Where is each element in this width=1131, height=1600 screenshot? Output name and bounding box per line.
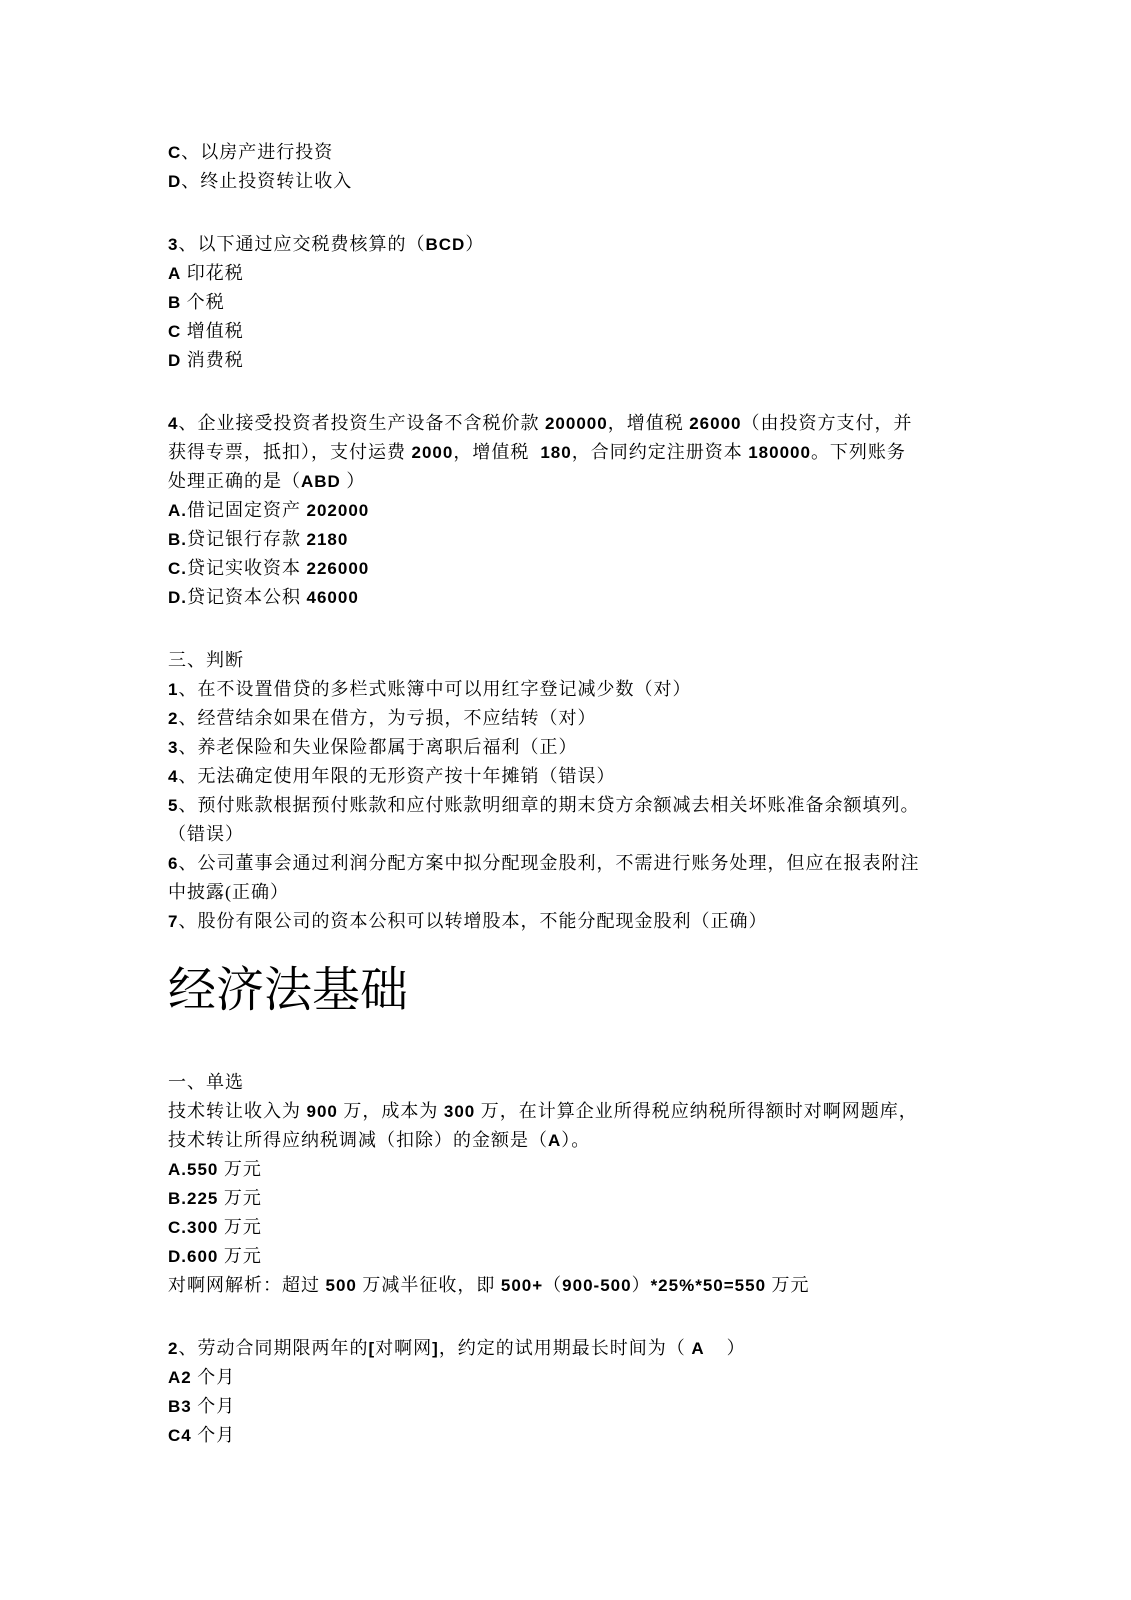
text-line	[168, 878, 998, 907]
text-run: 万元	[218, 1159, 262, 1179]
text-run: （错误）	[168, 824, 244, 844]
text-line	[168, 467, 998, 496]
text-run: 万元	[218, 1217, 262, 1237]
text-line	[168, 167, 998, 196]
text-run: 消费税	[181, 350, 244, 370]
text-line	[168, 525, 998, 554]
bold-text-run: ABD	[301, 472, 341, 491]
text-run: 对啊网	[375, 1338, 433, 1358]
text-run: 、无法确定使用年限的无形资产按十年摊销（错误）	[178, 766, 616, 786]
bold-text-run: A.	[168, 501, 187, 520]
text-run: 、公司董事会通过利润分配方案中拟分配现金股利，不需进行账务处理，但应在报表附注	[178, 853, 920, 873]
bold-text-run: B.	[168, 530, 187, 549]
bold-text-run: 200000	[544, 414, 608, 433]
bold-text-run: 3	[168, 738, 179, 757]
bold-text-run: BCD	[425, 235, 466, 254]
blank-line	[168, 612, 998, 646]
text-run: 对啊网解析：超过	[168, 1275, 326, 1295]
text-line	[168, 1421, 998, 1450]
text-run: 、终止投资转让收入	[181, 171, 353, 191]
text-run: 中披露(正确）	[168, 882, 289, 902]
text-run: ）	[340, 471, 366, 491]
bold-text-run: D	[168, 172, 182, 191]
text-run: 处理正确的是（	[168, 471, 301, 491]
text-run: 一、单选	[168, 1072, 244, 1092]
text-run: 万减半征收，即	[356, 1275, 501, 1295]
text-line	[168, 791, 998, 820]
bold-text-run: C4	[168, 1426, 192, 1445]
text-line	[168, 583, 998, 612]
blank-line	[168, 375, 998, 409]
text-line	[168, 346, 998, 375]
text-run: 三、判断	[168, 650, 244, 670]
bold-text-run: 46000	[306, 588, 359, 607]
text-line	[168, 762, 998, 791]
text-line	[168, 1334, 998, 1363]
text-run: 、以房产进行投资	[181, 142, 334, 162]
bold-text-run: 2	[168, 709, 179, 728]
text-line	[168, 230, 998, 259]
text-run: 技术转让收入为	[168, 1101, 307, 1121]
text-run: ）	[704, 1338, 746, 1358]
text-line	[168, 1392, 998, 1421]
text-run: 贷记资本公积	[187, 587, 307, 607]
text-run: 个月	[191, 1425, 236, 1445]
text-run: 增值税	[181, 321, 244, 341]
bold-text-run: 900-500	[562, 1276, 632, 1295]
bold-text-run: 180000	[748, 443, 811, 462]
text-run: 个税	[181, 292, 225, 312]
bold-text-run: 180	[540, 443, 572, 462]
bold-text-run: D	[168, 351, 182, 370]
text-run: 万元	[218, 1188, 262, 1208]
text-run: 、养老保险和失业保险都属于离职后福利（正）	[178, 737, 578, 757]
bold-text-run: C.	[168, 559, 187, 578]
bold-text-run: 2000	[411, 443, 454, 462]
bold-text-run: 500+	[500, 1276, 544, 1295]
text-run: 、企业接受投资者投资生产设备不含税价款	[178, 413, 545, 433]
text-line	[168, 554, 998, 583]
bold-text-run: 2180	[306, 530, 349, 549]
text-run: 、在不设置借贷的多栏式账簿中可以用红字登记减少数（对）	[178, 679, 692, 699]
text-run: 、劳动合同期限两年的	[178, 1338, 369, 1358]
text-line	[168, 1155, 998, 1184]
bold-text-run: 6	[168, 854, 179, 873]
text-line	[168, 1184, 998, 1213]
text-line	[168, 438, 998, 467]
text-line	[168, 138, 998, 167]
bold-text-run: [	[368, 1339, 376, 1358]
text-line	[168, 496, 998, 525]
bold-text-run: 2	[168, 1339, 179, 1358]
text-run: 贷记银行存款	[187, 529, 307, 549]
text-line	[168, 317, 998, 346]
text-line	[168, 288, 998, 317]
bold-text-run: 202000	[306, 501, 370, 520]
text-run: 个月	[191, 1396, 236, 1416]
text-line	[168, 1126, 998, 1155]
text-run: 技术转让所得应纳税调减（扣除）的金额是（	[168, 1130, 548, 1150]
text-line	[168, 675, 998, 704]
bold-text-run: ]	[432, 1339, 439, 1358]
text-run: ）	[465, 234, 485, 254]
text-run: 、经营结余如果在借方，为亏损，不应结转（对）	[178, 708, 597, 728]
text-run: 印花税	[181, 263, 244, 283]
text-run: ）	[631, 1275, 651, 1295]
bold-text-run: C.300	[168, 1218, 219, 1237]
blank-line	[168, 1300, 998, 1334]
bold-text-run: 4	[168, 414, 179, 433]
text-run: ，合同约定注册资本	[571, 442, 749, 462]
bold-text-run: 300	[443, 1102, 476, 1121]
bold-text-run: A2	[168, 1368, 192, 1387]
text-run: ）。	[561, 1130, 591, 1150]
text-run: 经济法基础	[168, 964, 409, 1017]
text-line	[168, 646, 998, 675]
bold-text-run: B3	[168, 1397, 192, 1416]
text-line	[168, 1363, 998, 1392]
text-run: 、股份有限公司的资本公积可以转增股本，不能分配现金股利（正确）	[178, 911, 768, 931]
bold-text-run: 1	[168, 680, 179, 699]
text-line	[168, 1097, 998, 1126]
bold-text-run: A	[548, 1131, 562, 1150]
blank-line	[168, 196, 998, 230]
text-run: 万，在计算企业所得税应纳税所得额时对啊网题库，	[475, 1101, 918, 1121]
bold-text-run: C	[168, 322, 182, 341]
text-line	[168, 1213, 998, 1242]
document-content	[168, 138, 998, 1450]
text-run: 、预付账款根据预付账款和应付账款明细章的期末贷方余额减去相关坏账准备余额填列。	[178, 795, 920, 815]
bold-text-run: 7	[168, 912, 179, 931]
bold-text-run: 226000	[306, 559, 370, 578]
text-run: 贷记实收资本	[187, 558, 307, 578]
text-line	[168, 907, 998, 936]
bold-text-run: A	[691, 1339, 705, 1358]
text-run: 万元	[766, 1275, 810, 1295]
bold-text-run: B	[168, 293, 182, 312]
text-line	[168, 849, 998, 878]
text-run: 个月	[191, 1367, 236, 1387]
text-run: 万，成本为	[337, 1101, 444, 1121]
bold-text-run: 26000	[689, 414, 742, 433]
bold-text-run: 4	[168, 767, 179, 786]
text-line	[168, 733, 998, 762]
bold-text-run: *25%*50=550	[650, 1276, 767, 1295]
bold-text-run: C	[168, 143, 182, 162]
bold-text-run: 900	[306, 1102, 338, 1121]
text-line	[168, 259, 998, 288]
text-run: 获得专票，抵扣），支付运费	[168, 442, 412, 462]
bold-text-run: 5	[168, 796, 179, 815]
text-run: 。下列账务	[810, 442, 906, 462]
bold-text-run: D.	[168, 588, 187, 607]
section-heading	[168, 960, 998, 1022]
text-run: ，增值税	[453, 442, 541, 462]
text-line	[168, 409, 998, 438]
bold-text-run: D.600	[168, 1247, 219, 1266]
text-line	[168, 704, 998, 733]
text-run: 、以下通过应交税费核算的（	[178, 234, 426, 254]
bold-text-run: 3	[168, 235, 179, 254]
text-line	[168, 1068, 998, 1097]
text-run: 借记固定资产	[187, 500, 307, 520]
bold-text-run: 500	[325, 1276, 357, 1295]
text-run: 万元	[218, 1246, 262, 1266]
bold-text-run: A	[168, 264, 182, 283]
text-line	[168, 1271, 998, 1300]
text-line	[168, 820, 998, 849]
bold-text-run: B.225	[168, 1189, 219, 1208]
text-run: （由投资方支付，并	[741, 413, 913, 433]
text-line	[168, 1242, 998, 1271]
text-run: ，增值税	[607, 413, 690, 433]
text-run: ，约定的试用期最长时间为（	[438, 1338, 692, 1358]
text-run: （	[543, 1275, 563, 1295]
bold-text-run: A.550	[168, 1160, 219, 1179]
